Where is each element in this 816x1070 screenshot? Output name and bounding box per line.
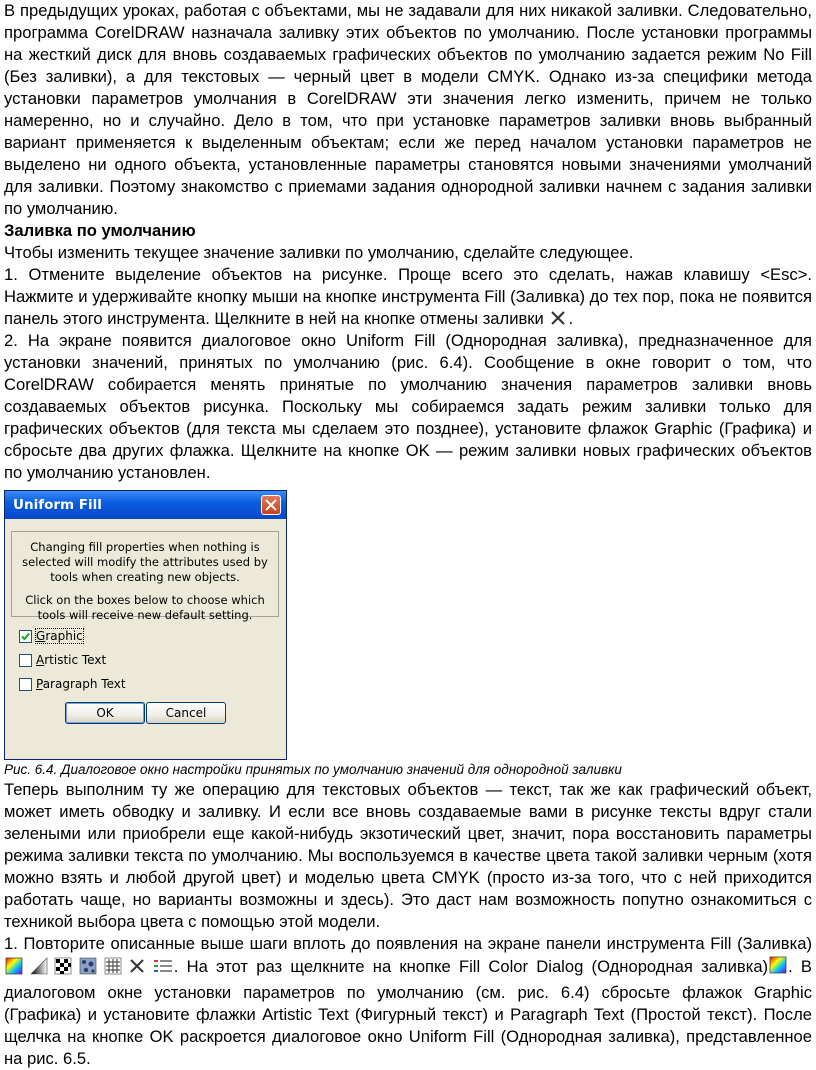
paragraph-text-checkbox-row[interactable] (19, 676, 126, 692)
fill-color-dialog-icon[interactable] (768, 955, 788, 975)
step1-text: 1. Отмените выделение объектов на рисунке. Проще всего это сделать, нажав клавишу <Esc>. Нажмите и удерживайте кнопку мыши на кнопке инструмента Fill (Заливка) до тех пор, пока не появится панель этого инструмента. Щелкните в ней на кнопке отмены заливки (4, 265, 812, 328)
fill-color-dialog-icon[interactable] (4, 956, 24, 976)
pattern-fill-icon[interactable] (53, 956, 73, 976)
postscript-fill-icon[interactable] (103, 956, 123, 976)
artistic-text-checkbox-label[interactable] (36, 653, 106, 667)
uniform-fill-dialog (4, 490, 287, 760)
close-button[interactable] (261, 495, 281, 515)
fill-flyout-toolbar (4, 956, 174, 982)
figure-caption: Рис. 6.4. Диалоговое окно настройки принятых по умолчанию значений для однородной заливки (4, 762, 622, 777)
fountain-fill-icon[interactable] (29, 956, 49, 976)
graphic-label-rest: raphic (45, 629, 83, 643)
dialog-title-bar (5, 491, 286, 519)
repeat-step-text-a: 1. Повторите описанные выше шаги вплоть до появления на экране панели инструмента Fill (Заливка) (4, 934, 812, 953)
repeat-step-paragraph (4, 933, 812, 1070)
dialog-message-box (11, 531, 279, 622)
artistic-text-checkbox[interactable] (19, 654, 32, 667)
paragraph-mnemonic: P (36, 677, 43, 691)
step1-paragraph (4, 264, 812, 330)
repeat-step-text-c: . В диалоговом окне установки параметров по умолчанию (см. рис. 6.4) сбросьте флажок Graphic (Графика) и установите флажки Artistic Text (Фигурный текст) и Paragraph Text (Простой текст). После щелчка на кнопке OK раскроется диалоговое окно Uniform Fill (Однородная заливка), представленное на рис. 6.5. (4, 957, 812, 1068)
dialog-message-1: Changing fill properties when nothing is selected will modify the attributes used by tools when creating new objects. (22, 540, 268, 584)
cancel-button[interactable]: Cancel (146, 702, 226, 724)
paragraph-text-checkbox[interactable] (19, 678, 32, 691)
graphic-checkbox-label[interactable] (36, 629, 83, 643)
graphic-checkbox[interactable] (19, 630, 32, 643)
texture-fill-icon[interactable] (78, 956, 98, 976)
section-heading: Заливка по умолчанию (4, 221, 196, 240)
step2-paragraph: 2. На экране появится диалоговое окно Uniform Fill (Однородная заливка), предназначенное для установки значений, принятых по умолчанию (рис. 6.4). Сообщение в окне говорит о том, что CorelDRAW собирается менять принятые по умолчанию значения параметров заливки вновь создаваемых объектов рисунка. Поскольку мы собираемся задать режим заливки только для графических объектов (для текста мы сделаем это позднее), установите флажок Graphic (Графика) и сбросьте два других флажка. Щелкните на кнопке OK — режим заливки новых графических объектов по умолчанию установлен. (4, 331, 813, 482)
paragraph-label-rest: aragraph Text (42, 677, 126, 691)
step1-end: . (568, 309, 574, 328)
no-fill-icon[interactable] (127, 956, 147, 976)
graphic-checkbox-row[interactable] (19, 628, 83, 644)
artistic-label-rest: rtistic Text (44, 653, 107, 667)
intro-paragraph: В предыдущих уроках, работая с объектами, мы не задавали для них никакой заливки. Следовательно, программа CorelDRAW назначала заливку этих объектов по умолчанию. После установки программы на жесткий диск для вновь создаваемых графических объектов по умолчанию задается режим No Fill (Без заливки), а для текстовых — черный цвет в модели CMYK. Однако из-за специфики метода установки параметров умолчания в CorelDRAW эти значения легко изменить, причем не только намеренно, но и случайно. Дело в том, что при установке параметров заливки вновь выбранный вариант применяется к выделенным объектам; если же перед началом установки параметров не выделено ни одного объекта, установленные параметры становятся новыми значениями умолчаний для заливки. Поэтому знакомство с приемами задания однородной заливки начнем с задания заливки по умолчанию. (4, 1, 812, 218)
no-fill-x-icon (548, 308, 568, 328)
close-icon (265, 499, 277, 511)
ok-button[interactable]: OK (65, 702, 145, 724)
color-docker-icon[interactable] (152, 956, 174, 976)
dialog-title: Uniform Fill (13, 497, 102, 513)
change-paragraph: Чтобы изменить текущее значение заливки по умолчанию, сделайте следующее. (4, 243, 634, 262)
checkmark-icon (21, 632, 30, 641)
artistic-text-checkbox-row[interactable] (19, 652, 106, 668)
repeat-step-text-b: . На этот раз щелкните на кнопке Fill Color Dialog (Однородная заливка) (173, 957, 769, 976)
paragraph-text-checkbox-label[interactable] (36, 677, 126, 691)
artistic-mnemonic: A (36, 653, 45, 667)
graphic-mnemonic: G (36, 629, 46, 643)
text-objects-paragraph: Теперь выполним ту же операцию для текстовых объектов — текст, так же как графический объект, может иметь обводку и заливку. И если все вновь создаваемые вами в рисунке тексты вдруг стали зелеными или приобрели еще какой-нибудь экзотический цвет, значит, пора восстановить параметры режима заливки текста по умолчанию. Мы воспользуемся в качестве цвета такой заливки черным (хотя можно взять и любой другой цвет) и моделью цвета CMYK (просто из-за того, что с ней приходится работать чаще, но варианты возможны и здесь). Это даст нам возможность попутно ознакомиться с техникой выбора цвета с помощью этой модели. (4, 780, 812, 931)
dialog-message-2: Click on the boxes below to choose which tools will receive new default setting. (25, 593, 265, 622)
